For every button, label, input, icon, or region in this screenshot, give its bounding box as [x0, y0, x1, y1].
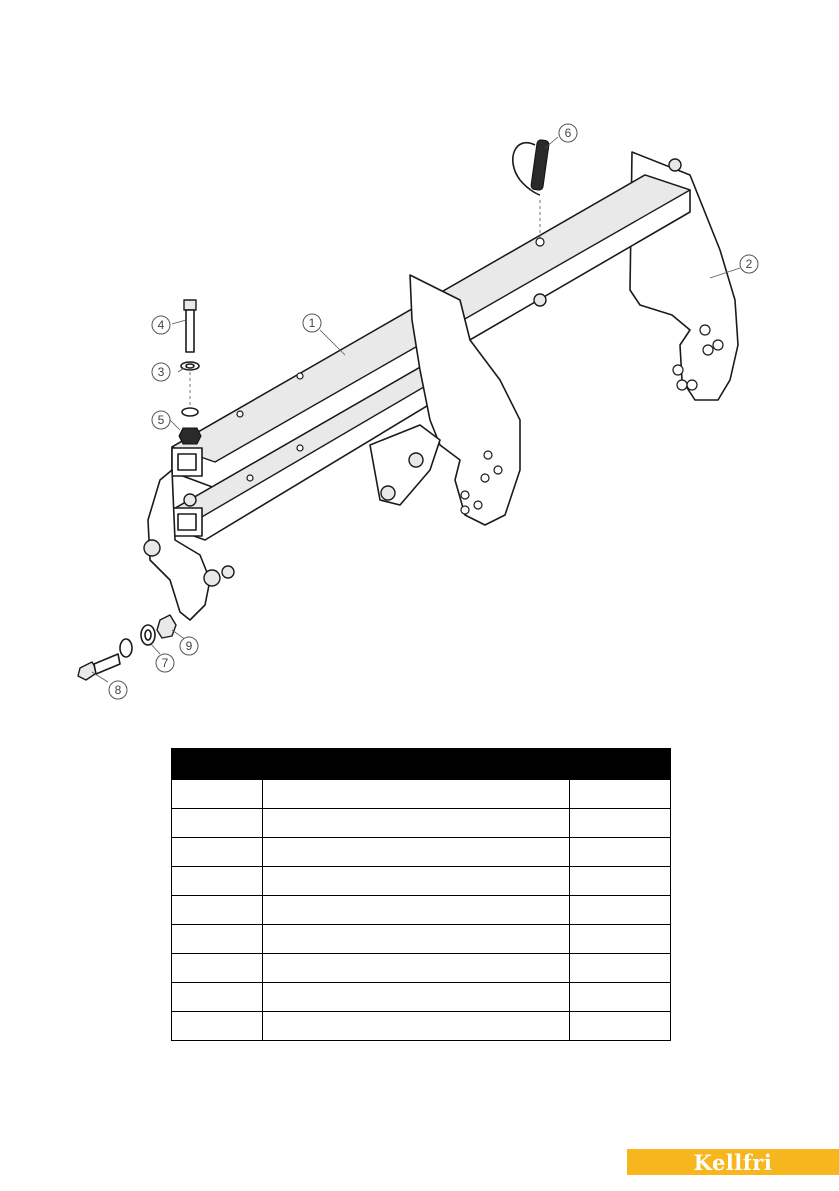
svg-text:6: 6 [564, 126, 572, 140]
washer-3-hole [186, 364, 194, 368]
svg-text:9: 9 [185, 639, 193, 653]
bolt-head [669, 159, 681, 171]
callout-3 [152, 363, 170, 381]
nut [222, 566, 234, 578]
table-cell [172, 838, 263, 867]
svg-text:2: 2 [745, 257, 753, 271]
lower-beam-end-inner [178, 514, 196, 530]
table-cell [570, 838, 671, 867]
nut-9 [157, 615, 176, 638]
table-cell [570, 925, 671, 954]
bolt-4-head [184, 300, 196, 310]
table-cell [263, 925, 570, 954]
table-cell [570, 896, 671, 925]
callout-9 [180, 637, 198, 655]
table-cell [263, 1012, 570, 1041]
svg-text:8: 8 [114, 683, 122, 697]
table-cell [172, 983, 263, 1012]
table-row [172, 838, 671, 867]
washer [120, 639, 132, 657]
table-row [172, 867, 671, 896]
bolt-8-shaft [94, 654, 120, 674]
bolt-head [204, 570, 220, 586]
bolt-head [409, 453, 423, 467]
plate-hole [700, 325, 710, 335]
washer-lower [182, 408, 198, 416]
bolt-head [144, 540, 160, 556]
beam-hole [297, 445, 303, 451]
table-cell [570, 954, 671, 983]
table-row [172, 1012, 671, 1041]
table-cell [570, 867, 671, 896]
plate-hole [474, 501, 482, 509]
plate-hole [703, 345, 713, 355]
table-cell [172, 1012, 263, 1041]
table-row [172, 809, 671, 838]
pin-hole [536, 238, 544, 246]
callout-4 [152, 316, 170, 334]
brand-name: Kellfri [693, 1149, 773, 1175]
brand-logo [627, 1149, 839, 1175]
table-row [172, 983, 671, 1012]
table-cell [263, 983, 570, 1012]
bolt-head [381, 486, 395, 500]
svg-text:7: 7 [161, 656, 169, 670]
plate-hole [461, 491, 469, 499]
upper-beam-end-inner [178, 454, 196, 470]
plate-hole [713, 340, 723, 350]
nut [184, 494, 196, 506]
table-cell [263, 954, 570, 983]
parts-list-table [171, 748, 671, 1041]
beam-hole [247, 475, 253, 481]
svg-text:3: 3 [157, 365, 165, 379]
table-cell [570, 1012, 671, 1041]
callout-2 [740, 255, 758, 273]
bolt-4-shaft [186, 310, 194, 352]
svg-text:1: 1 [308, 316, 316, 330]
table-header-row [172, 749, 671, 780]
table-cell [263, 896, 570, 925]
table-cell [172, 780, 263, 809]
plate-hole [677, 380, 687, 390]
header-cell [263, 749, 570, 780]
table-cell [172, 954, 263, 983]
header-cell [172, 749, 263, 780]
callout-8 [109, 681, 127, 699]
plate-hole [481, 474, 489, 482]
callout-7 [156, 654, 174, 672]
table-cell [263, 838, 570, 867]
plate-hole [687, 380, 697, 390]
table-cell [263, 809, 570, 838]
plate-hole [673, 365, 683, 375]
callout-5 [152, 411, 170, 429]
table-cell [172, 809, 263, 838]
bolt-head [534, 294, 546, 306]
table-row [172, 780, 671, 809]
table-cell [172, 925, 263, 954]
table-row [172, 896, 671, 925]
nut-5 [179, 428, 201, 444]
table-cell [172, 896, 263, 925]
table-cell [263, 867, 570, 896]
table-cell [263, 780, 570, 809]
beam-hole [297, 373, 303, 379]
table-row [172, 954, 671, 983]
header-cell [570, 749, 671, 780]
plate-hole [484, 451, 492, 459]
table-cell [172, 867, 263, 896]
table-cell [570, 809, 671, 838]
table-cell [570, 780, 671, 809]
table-cell [570, 983, 671, 1012]
svg-text:5: 5 [157, 413, 165, 427]
washer-7-hole [145, 630, 151, 640]
table-row [172, 925, 671, 954]
callout-6 [559, 124, 577, 142]
beam-hole [237, 411, 243, 417]
svg-text:4: 4 [157, 318, 165, 332]
plate-hole [461, 506, 469, 514]
callout-1 [303, 314, 321, 332]
plate-hole [494, 466, 502, 474]
